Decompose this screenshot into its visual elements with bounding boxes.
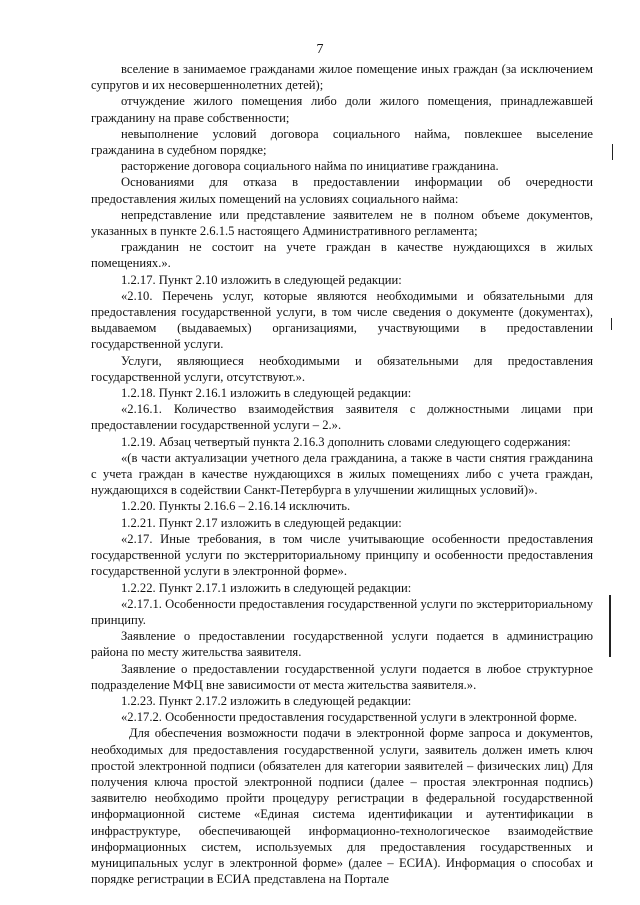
paragraph: расторжение договора социального найма по инициативе гражданина. (121, 159, 499, 174)
paragraph: Основаниями для отказа в предоставлении информации об очередности предоставления жилых помещений на условиях социального найма: (91, 175, 593, 206)
paragraph: Для обеспечения возможности подачи в электронной форме запроса и документов, необходимых для предоставления государственной услуги, заявитель должен иметь ключ простой электронной подписи (обязателен для категории заявителей – физических лиц) Для получения ключа простой электронной подписи (далее – простая электронная подпись) заявителю необходимо пройти процедуру регистрации в федеральной государственной информационной системе «Единая система идентификации и аутентификации в инфраструктуре, обеспечивающей информационно-технологическое взаимодействие информационных систем, используемых для предоставления государственных и муниципальных услуг в электронной форме» (далее – ЕСИА). Информация о способах и порядке регистрации в ЕСИА представлена на Портале (91, 726, 593, 887)
document-body (91, 61, 593, 887)
amendment-heading: 1.2.23. Пункт 2.17.2 изложить в следующей редакции: (121, 693, 412, 708)
scan-mark (611, 318, 612, 330)
paragraph: «2.10. Перечень услуг, которые являются необходимыми и обязательными для предоставления государственной услуги, в том числе сведения о документе (документах), выдаваемом (выдаваемых) организациями, участвующими в предоставлении государственной услуги. (91, 288, 593, 352)
amendment-heading: 1.2.22. Пункт 2.17.1 изложить в следующей редакции: (121, 580, 412, 595)
scan-mark (609, 595, 611, 657)
paragraph: «2.17.2. Особенности предоставления государственной услуги в электронной форме. (121, 710, 578, 725)
amendment-heading: 1.2.17. Пункт 2.10 изложить в следующей редакции: (121, 272, 402, 287)
paragraph: гражданин не состоит на учете граждан в качестве нуждающихся в жилых помещениях.». (91, 240, 593, 271)
paragraph: отчуждение жилого помещения либо доли жилого помещения, принадлежавшей гражданину на праве собственности; (91, 94, 593, 125)
amendment-heading: 1.2.19. Абзац четвертый пункта 2.16.3 дополнить словами следующего содержания: (121, 434, 571, 449)
paragraph: Услуги, являющиеся необходимыми и обязательными для предоставления государственной услуги, отсутствуют.». (91, 353, 593, 384)
paragraph: «2.17. Иные требования, в том числе учитывающие особенности предоставления государственной услуги по экстерриториальному принципу и особенности предоставления государственной услуги в электронной форме». (91, 531, 593, 579)
paragraph: невыполнение условий договора социального найма, повлекшее выселение гражданина в судебном порядке; (91, 126, 593, 158)
paragraph: Заявление о предоставлении государственной услуги подается в администрацию района по месту жительства заявителя. (91, 629, 593, 660)
scan-mark (612, 144, 613, 160)
paragraph: «2.16.1. Количество взаимодействия заявителя с должностными лицами при предоставлении государственной услуги – 2.». (91, 402, 593, 433)
amendment-heading: 1.2.18. Пункт 2.16.1 изложить в следующей редакции: (121, 386, 412, 401)
amendment-heading: 1.2.20. Пункты 2.16.6 – 2.16.14 исключить. (121, 499, 351, 514)
paragraph: вселение в занимаемое гражданами жилое помещение иных граждан (за исключением супругов и их несовершеннолетних детей); (91, 62, 593, 93)
paragraph: «2.17.1. Особенности предоставления государственной услуги по экстерриториальному принципу. (91, 596, 593, 627)
page-number: 7 (316, 42, 324, 57)
paragraph: Заявление о предоставлении государственной услуги подается в любое структурное подразделение МФЦ вне зависимости от места жительства заявителя.». (91, 661, 593, 692)
paragraph: непредставление или представление заявителем не в полном объеме документов, указанных в пункте 2.6.1.5 настоящего Административного регламента; (91, 207, 593, 239)
paragraph: «(в части актуализации учетного дела гражданина, а также в части снятия гражданина с учета граждан в качестве нуждающихся в жилых помещениях либо с учета граждан, нуждающихся в содействии Санкт-Петербурга в улучшении жилищных условий)». (91, 450, 593, 498)
amendment-heading: 1.2.21. Пункт 2.17 изложить в следующей редакции: (121, 515, 402, 530)
